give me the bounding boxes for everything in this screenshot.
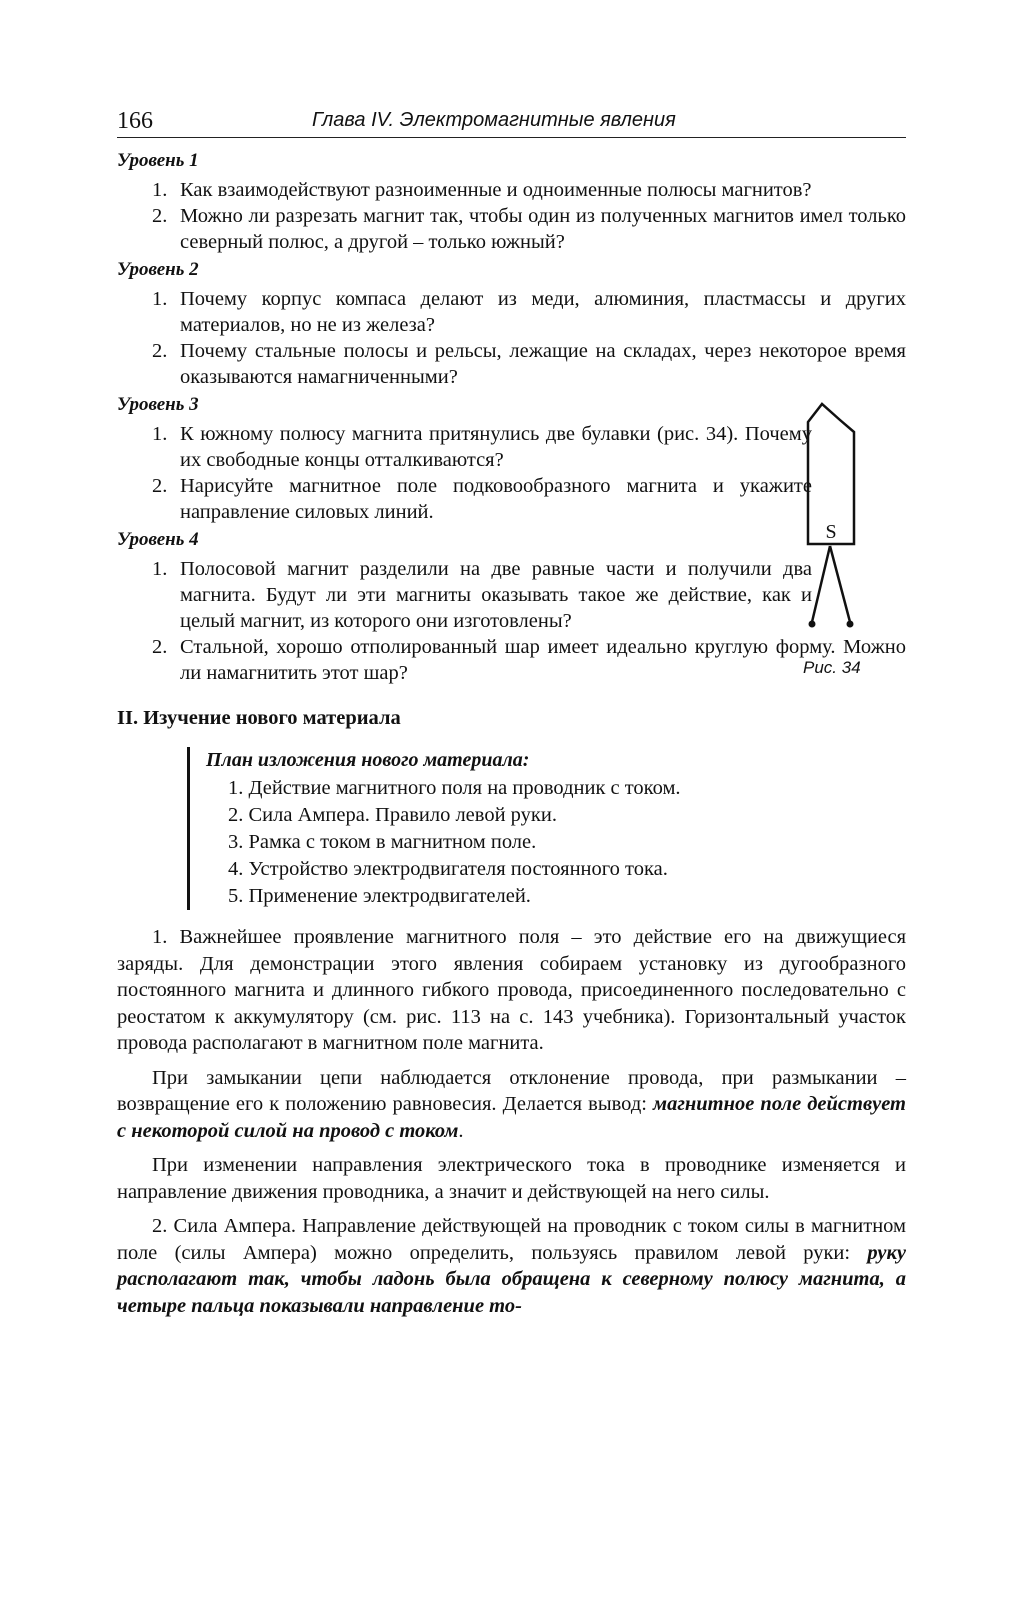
question-text: К южному полюсу магнита притянулись две булавки (рис. 34). Почему их свободные концы отталкиваются? (180, 423, 812, 471)
question-text: Почему корпус компаса делают из меди, алюминия, пластмассы и других материалов, но не из железа? (180, 288, 906, 336)
pin-head-right (847, 621, 854, 628)
question-number: 1. (152, 288, 168, 310)
level-4-question-1 (117, 556, 812, 634)
level-3-question-2 (117, 473, 812, 525)
pin-head-left (809, 621, 816, 628)
paragraph-4 (117, 1213, 906, 1319)
page-header (117, 103, 906, 138)
plan-item: 2. Сила Ампера. Правило левой руки. (228, 804, 557, 826)
magnet-with-pins-figure (788, 394, 898, 694)
question-text: Как взаимодействуют разноименные и одноименные полюсы магнитов? (180, 179, 812, 201)
pin-right (830, 546, 850, 622)
emphasized-conclusion: магнитное поле действует с некоторой силой на провод с током (117, 1093, 906, 1142)
level-3-title: Уровень 3 (117, 394, 199, 415)
question-number: 2. (152, 205, 168, 227)
page-number: 166 (117, 108, 153, 134)
question-text: Полосовой магнит разделили на две равные части и получили два магнита. Будут ли эти магниты оказывать такое же действие, как и целый магнит, из которого они изготовлены? (180, 558, 812, 632)
plan-item: 3. Рамка с током в магнитном поле. (228, 831, 537, 853)
plan-item: 5. Применение электродвигателей. (228, 885, 531, 907)
plan-title: План изложения нового материала: (206, 749, 530, 771)
question-text: Нарисуйте магнитное поле подковообразного магнита и укажите направление силовых линий. (180, 475, 812, 523)
level-1-title: Уровень 1 (117, 150, 199, 171)
plan-item: 1. Действие магнитного поля на проводник с током. (228, 777, 681, 799)
plan-item: 4. Устройство электродвигателя постоянного тока. (228, 858, 668, 880)
paragraph-text: 2. Сила Ампера. Направление действующей на проводник с током силы в магнитном поле (силы Ампера) можно определить, пользуясь правилом левой руки: (117, 1215, 906, 1264)
level-2-question-1 (117, 286, 906, 338)
question-number: 2. (152, 475, 168, 497)
question-text: Можно ли разрезать магнит так, чтобы один из полученных магнитов имел только северный полюс, а другой – только южный? (180, 205, 906, 253)
pin-left (812, 546, 830, 622)
paragraph-1: 1. Важнейшее проявление магнитного поля – это действие его на движущиеся заряды. Для демонстрации этого явления собираем установку из дугообразного постоянного магнита и длинного гибкого провода, присоединенного последовательно с реостатом к аккумулятору (см. рис. 113 на с. 143 учебника). Горизонтальный участок провода располагают в магнитном поле магнита. (117, 926, 906, 1054)
lesson-plan (187, 747, 906, 910)
level-1-question-2 (117, 203, 906, 255)
level-3-question-1 (117, 421, 812, 473)
question-number: 1. (152, 179, 168, 201)
question-number: 1. (152, 423, 168, 445)
question-number: 2. (152, 636, 168, 658)
section-title: II. Изучение нового материала (117, 707, 401, 729)
paragraph-text: При замыкании цепи наблюдается отклонение провода, при размыкании – возвращение его к положению равновесия. Делается вывод: (117, 1066, 906, 1115)
paragraph-2 (117, 1065, 906, 1145)
level-4-title: Уровень 4 (117, 529, 199, 550)
question-number: 2. (152, 340, 168, 362)
question-text: Почему стальные полосы и рельсы, лежащие на складах, через некоторое время оказываются намагниченными? (180, 340, 906, 388)
emphasized-rule: руку располагают так, чтобы ладонь была обращена к северному полюсу магнита, а четыре пальца показывали направление то- (117, 1241, 906, 1317)
level-2-question-2 (117, 338, 906, 390)
paragraph-text: . (458, 1119, 464, 1142)
question-text: Стальной, хорошо отполированный шар имеет идеально круглую форму. Можно ли намагнитить этот шар? (180, 636, 906, 684)
level-1-question-1 (117, 177, 906, 203)
figure-caption: Рис. 34 (803, 658, 861, 677)
running-head: Глава IV. Электромагнитные явления (312, 109, 676, 131)
page-content (117, 146, 906, 1319)
level-2-title: Уровень 2 (117, 259, 199, 280)
south-pole-label: S (825, 521, 837, 543)
paragraph-3: При изменении направления электрического тока в проводнике изменяется и направление движения проводника, а значит и действующей на него силы. (117, 1154, 906, 1203)
question-number: 1. (152, 558, 168, 580)
